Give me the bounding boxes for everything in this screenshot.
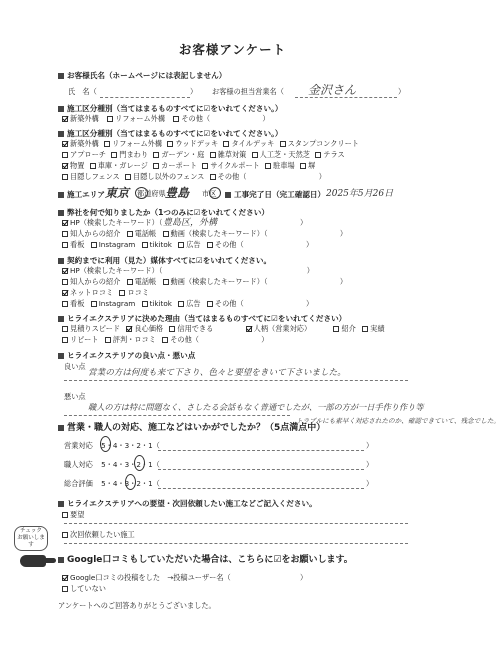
checkbox[interactable] (107, 116, 113, 122)
rating-craftsman-line (158, 469, 364, 470)
checkbox[interactable] (127, 279, 133, 285)
google-not: していない (62, 584, 106, 594)
checkbox[interactable] (91, 242, 97, 248)
checkbox[interactable] (62, 174, 68, 180)
checkbox[interactable] (153, 163, 159, 169)
area-city-suffix: 市区 (202, 189, 217, 198)
checkbox[interactable] (62, 301, 68, 307)
rating-overall-line (158, 488, 364, 489)
checkbox[interactable] (210, 174, 216, 180)
checkbox[interactable] (62, 586, 68, 592)
checkbox[interactable] (173, 116, 179, 122)
checkbox[interactable] (142, 301, 148, 307)
request-line-1 (64, 523, 408, 524)
decision-row1: 見積りスピード 良心価格 信用できる 人柄（営業対応） 紹介 実績 (62, 324, 385, 334)
square-bullet-icon (58, 131, 64, 137)
rep-value[interactable]: 金沢さん (308, 83, 357, 97)
rating-row-craftsman-end: ） (366, 460, 374, 469)
checkbox[interactable] (62, 512, 68, 518)
bad-label: 悪い点 (64, 392, 86, 401)
checkbox-checked[interactable] (62, 290, 68, 296)
completion-date-value[interactable]: 2025年5月26日 (326, 189, 394, 199)
section-google-review: Google口コミもしていただいた場合は、こちらに☑をお願いします。 (58, 552, 353, 565)
checkbox[interactable] (111, 152, 117, 158)
media-row4: 看板 Instagram tikitok 広告 その他（ ） (62, 299, 313, 309)
rating-sales-line (158, 450, 364, 451)
checkbox[interactable] (280, 141, 286, 147)
checkbox[interactable] (62, 279, 68, 285)
rating-row-overall: 総合評価 5・4・3・2・1（ (64, 479, 160, 488)
how-known-hp-end: ） (300, 218, 308, 227)
rep-end: ） (398, 87, 406, 96)
checkbox[interactable] (142, 242, 148, 248)
checkbox[interactable] (178, 301, 184, 307)
good-text[interactable]: 営業の方は何度も来て下さり、色々と要望をきいて下さいました。 (88, 368, 346, 378)
request-wish: 要望 (62, 510, 84, 520)
square-bullet-icon (58, 501, 64, 507)
rating-row-sales: 営業対応 5・4・3・2・1（ (64, 441, 160, 450)
footer-thanks: アンケートへのご回答ありがとうございました。 (58, 601, 216, 610)
checkbox[interactable] (153, 152, 159, 158)
construction-class-row3: 物置 車庫・ガレージ カーポート サイクルポート 駐車場 塀 (62, 161, 315, 171)
media-row3: ネットロコミ ロコミ (62, 288, 149, 298)
checkbox[interactable] (91, 301, 97, 307)
square-bullet-icon (58, 106, 64, 112)
square-bullet-icon (58, 557, 64, 563)
rating-row-craftsman: 職人対応 5・4・3・2・1（ (64, 460, 160, 469)
section-media-used: 契約までに利用（見た）媒体すべてに☑をいれてください。 (58, 255, 271, 266)
checkbox[interactable] (333, 326, 339, 332)
checkbox-checked[interactable] (62, 141, 68, 147)
section-how-known: 弊社を何で知りましたか（1つのみに☑をいれてください） (58, 207, 269, 218)
area-pref-suffix: 都道府県 (137, 189, 166, 198)
rep-label: お客様の担当営業名（ (212, 87, 284, 96)
checkbox[interactable] (90, 163, 96, 169)
section-construction-type: 施工区分種別（当てはまるものすべてに☑をいれてください。） (58, 103, 282, 114)
checkbox[interactable] (62, 231, 68, 237)
checkbox-checked[interactable] (62, 163, 68, 169)
request-next: 次回依頼したい施工 (62, 530, 135, 540)
name-label: 氏 名（ (68, 87, 97, 96)
checkbox-checked[interactable] (126, 326, 132, 332)
check-please-badge: チェック お願いします (14, 526, 48, 548)
selected-score-circle[interactable] (125, 474, 136, 490)
checkbox[interactable] (202, 163, 208, 169)
construction-class-row2: アプローチ 門まわり ガーデン・庭 雑草対策 人工芝・天然芝 テラス (62, 150, 345, 160)
checkbox[interactable] (207, 301, 213, 307)
checkbox[interactable] (315, 152, 321, 158)
square-bullet-icon (58, 210, 64, 216)
good-line (64, 380, 408, 381)
checkbox-checked[interactable] (62, 268, 68, 274)
checkbox[interactable] (62, 152, 68, 158)
rating-row-overall-end: ） (366, 479, 374, 488)
square-bullet-icon (58, 316, 64, 322)
square-bullet-icon (58, 425, 64, 431)
selected-score-circle[interactable] (100, 436, 111, 452)
how-known-hp-value[interactable]: 豊島区，外構 (163, 218, 218, 228)
media-row1: HP（検索したキーワード）（ ） (62, 266, 314, 276)
checkbox-checked[interactable] (62, 220, 68, 226)
checkbox-checked[interactable] (62, 575, 68, 581)
construction-class-row4: 目隠しフェンス 目隠し以外のフェンス その他（ ） (62, 172, 326, 182)
checkbox[interactable] (162, 337, 168, 343)
section-decision-reason: ヒライエクステリアに決めた理由（当てはまるものすべてに☑をいれてください） (58, 313, 346, 324)
square-bullet-icon (225, 192, 231, 198)
checkbox[interactable] (210, 152, 216, 158)
selection-circle (135, 187, 148, 199)
bad-text-2[interactable]: トラブルにも素早く対応されたのか、確認できていて、残念でした。 (296, 417, 500, 425)
bad-text[interactable]: 職人の方は特に問題なく、さしたる会話もなく普通でしたが、一部の方が一日手作り作り等 (88, 402, 424, 412)
decision-row2: リピート 評判・ロコミ その他（ ） (62, 335, 268, 345)
name-end: ） (190, 87, 198, 96)
checkbox[interactable] (223, 141, 229, 147)
request-line-2 (64, 543, 408, 544)
checkbox[interactable] (125, 174, 131, 180)
checkbox[interactable] (163, 231, 169, 237)
page-title: お客様アンケート (178, 42, 287, 57)
good-label: 良い点 (64, 362, 86, 371)
checkbox[interactable] (362, 326, 368, 332)
pointing-hand-icon (20, 555, 46, 567)
section-customer-name: お客様氏名（ホームページには表記しません） (58, 70, 226, 81)
section-good-bad: ヒライエクステリアの良い点・悪い点 (58, 350, 195, 361)
square-bullet-icon (58, 73, 64, 79)
area-label: 施工エリア (58, 189, 105, 200)
area-pref-value[interactable]: 東京 (105, 186, 130, 200)
checkbox[interactable] (163, 279, 169, 285)
checkbox[interactable] (119, 290, 125, 296)
checkbox[interactable] (207, 242, 213, 248)
section-request: ヒライエクステリアへの要望・次回依頼したい施工などご記入ください。 (58, 498, 317, 509)
checkbox[interactable] (167, 141, 173, 147)
checkbox-checked[interactable] (246, 326, 252, 332)
square-bullet-icon (58, 258, 64, 264)
bad-line (64, 415, 290, 416)
rep-field-line (295, 97, 397, 98)
construction-class-row1: 新築外構 リフォーム外構 ウッドデッキ タイルデッキ スタンプコンクリート (62, 139, 359, 149)
name-field[interactable] (100, 97, 190, 98)
selected-score-circle[interactable] (134, 455, 145, 471)
checkbox[interactable] (169, 326, 175, 332)
checkbox[interactable] (127, 231, 133, 237)
checkbox[interactable] (62, 242, 68, 248)
completion-date-label: 工事完了日（完工確認日） (225, 189, 325, 200)
checkbox[interactable] (178, 242, 184, 248)
checkbox-checked[interactable] (62, 116, 68, 122)
section-rating: 営業・職人の対応、施工などはいかがでしたか？（5点満点中） (58, 420, 325, 433)
area-city-value[interactable]: 豊島 (165, 186, 190, 200)
how-known-row2: 知人からの紹介 電話帳 動画（検索したキーワード）（ ） (62, 229, 347, 239)
selection-circle (209, 187, 221, 199)
section-construction-class: 施工区分種別（当てはまるものすべてに☑をいれてください。） (58, 128, 282, 139)
checkbox[interactable] (62, 326, 68, 332)
checkbox[interactable] (265, 163, 271, 169)
rating-row-sales-end: ） (366, 441, 374, 450)
checkbox[interactable] (62, 532, 68, 538)
checkbox[interactable] (105, 337, 111, 343)
how-known-row3: 看板 Instagram tikitok 広告 その他（ ） (62, 240, 313, 250)
square-bullet-icon (58, 192, 64, 198)
checkbox[interactable] (252, 152, 258, 158)
google-done-end: ） (300, 573, 308, 582)
how-known-hp: HP（検索したキーワード）（ (62, 218, 162, 228)
checkbox[interactable] (104, 141, 110, 147)
construction-type-options: 新築外構 リフォーム外構 その他（ ） (62, 114, 270, 124)
google-done: Google口コミの投稿をした →投稿ユーザー名（ (62, 573, 231, 583)
media-row2: 知人からの紹介 電話帳 動画（検索したキーワード）（ ） (62, 277, 347, 287)
square-bullet-icon (58, 353, 64, 359)
checkbox[interactable] (300, 163, 306, 169)
checkbox[interactable] (62, 337, 68, 343)
